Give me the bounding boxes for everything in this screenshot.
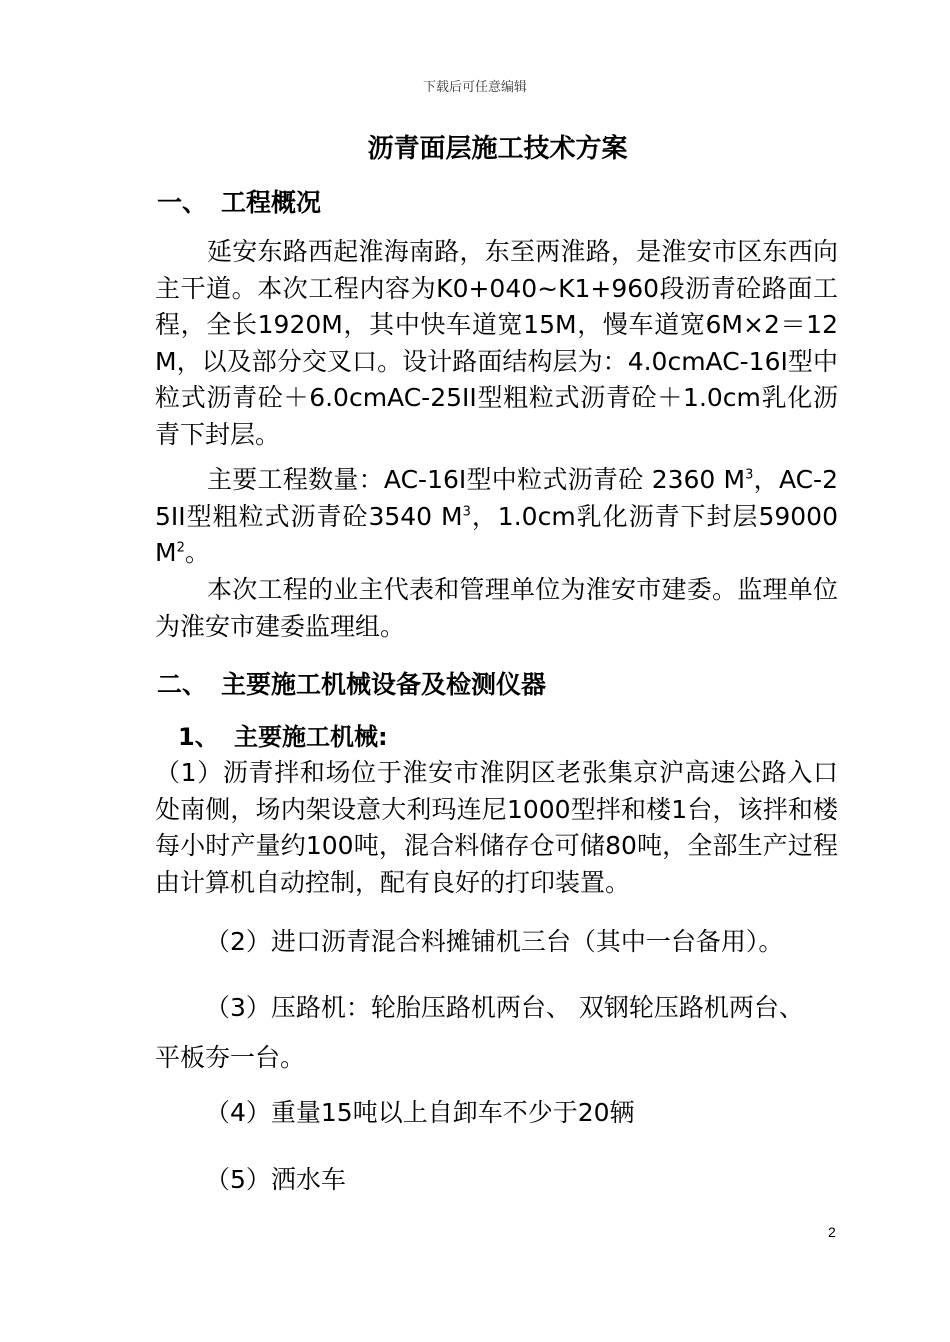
superscript: 3 — [745, 467, 754, 483]
quantities-text-c: ，1.0cm乳化沥青下封层59000 M — [155, 501, 838, 567]
owner-paragraph: 本次工程的业主代表和管理单位为淮安市建委。监理单位为淮安市建委监理组。 — [155, 575, 838, 641]
quantities-paragraph — [155, 462, 838, 572]
section-number: 二、 — [157, 670, 208, 699]
quantities-text-d: 。 — [184, 538, 210, 567]
machinery-item-5: （5）洒水车 — [205, 1165, 346, 1194]
section-heading-equipment — [157, 665, 546, 701]
sub-title: 主要施工机械: — [234, 723, 388, 751]
quantities-text-a: 主要工程数量：AC-16I型中粒式沥青砼 2360 M — [207, 465, 746, 494]
page-number: 2 — [828, 1224, 836, 1240]
machinery-item-2: （2）进口沥青混合料摊铺机三台（其中一台备用）。 — [205, 927, 784, 956]
section-title: 主要施工机械设备及检测仪器 — [221, 670, 547, 699]
document-title: 沥青面层施工技术方案 — [367, 134, 628, 164]
machinery-item-3-line-2: 平板夯一台。 — [155, 1043, 306, 1072]
sub-heading-machinery — [178, 717, 388, 752]
header-note: 下载后可任意编辑 — [422, 80, 527, 95]
quantities-text-b: ，AC-25II型粗粒式沥青砼3540 M — [155, 465, 838, 531]
section-number: 一、 — [157, 188, 208, 217]
machinery-item-3-line-1: （3）压路机：轮胎压路机两台、 双钢轮压路机两台、 — [205, 993, 804, 1022]
section-title: 工程概况 — [221, 188, 322, 217]
overview-paragraph: 延安东路西起淮海南路，东至两淮路，是淮安市区东西向主干道。本次工程内容为K0+040~K1+960段沥青砼路面工程，全长1920M，其中快车道宽15M，慢车道宽6M×2＝12M，以及部分交叉口。设计路面结构层为：4.0cmAC-16I型中粒式沥青砼＋6.0cmAC-25II型粗粒式沥青砼＋1.0cm乳化沥青下封层。 — [155, 237, 838, 449]
machinery-item-4: （4）重量15吨以上自卸车不少于20辆 — [205, 1098, 635, 1127]
machinery-item-1: （1）沥青拌和场位于淮安市淮阴区老张集京沪高速公路入口处南侧，场内架设意大利玛连尼1000型拌和楼1台，该拌和楼每小时产量约100吨，混合料储存仓可储80吨，全部生产过程由计算机自动控制，配有良好的打印装置。 — [155, 758, 838, 897]
superscript: 2 — [176, 540, 185, 556]
sub-number: 1、 — [178, 723, 219, 751]
section-heading-overview — [157, 183, 321, 219]
superscript: 3 — [462, 504, 471, 520]
